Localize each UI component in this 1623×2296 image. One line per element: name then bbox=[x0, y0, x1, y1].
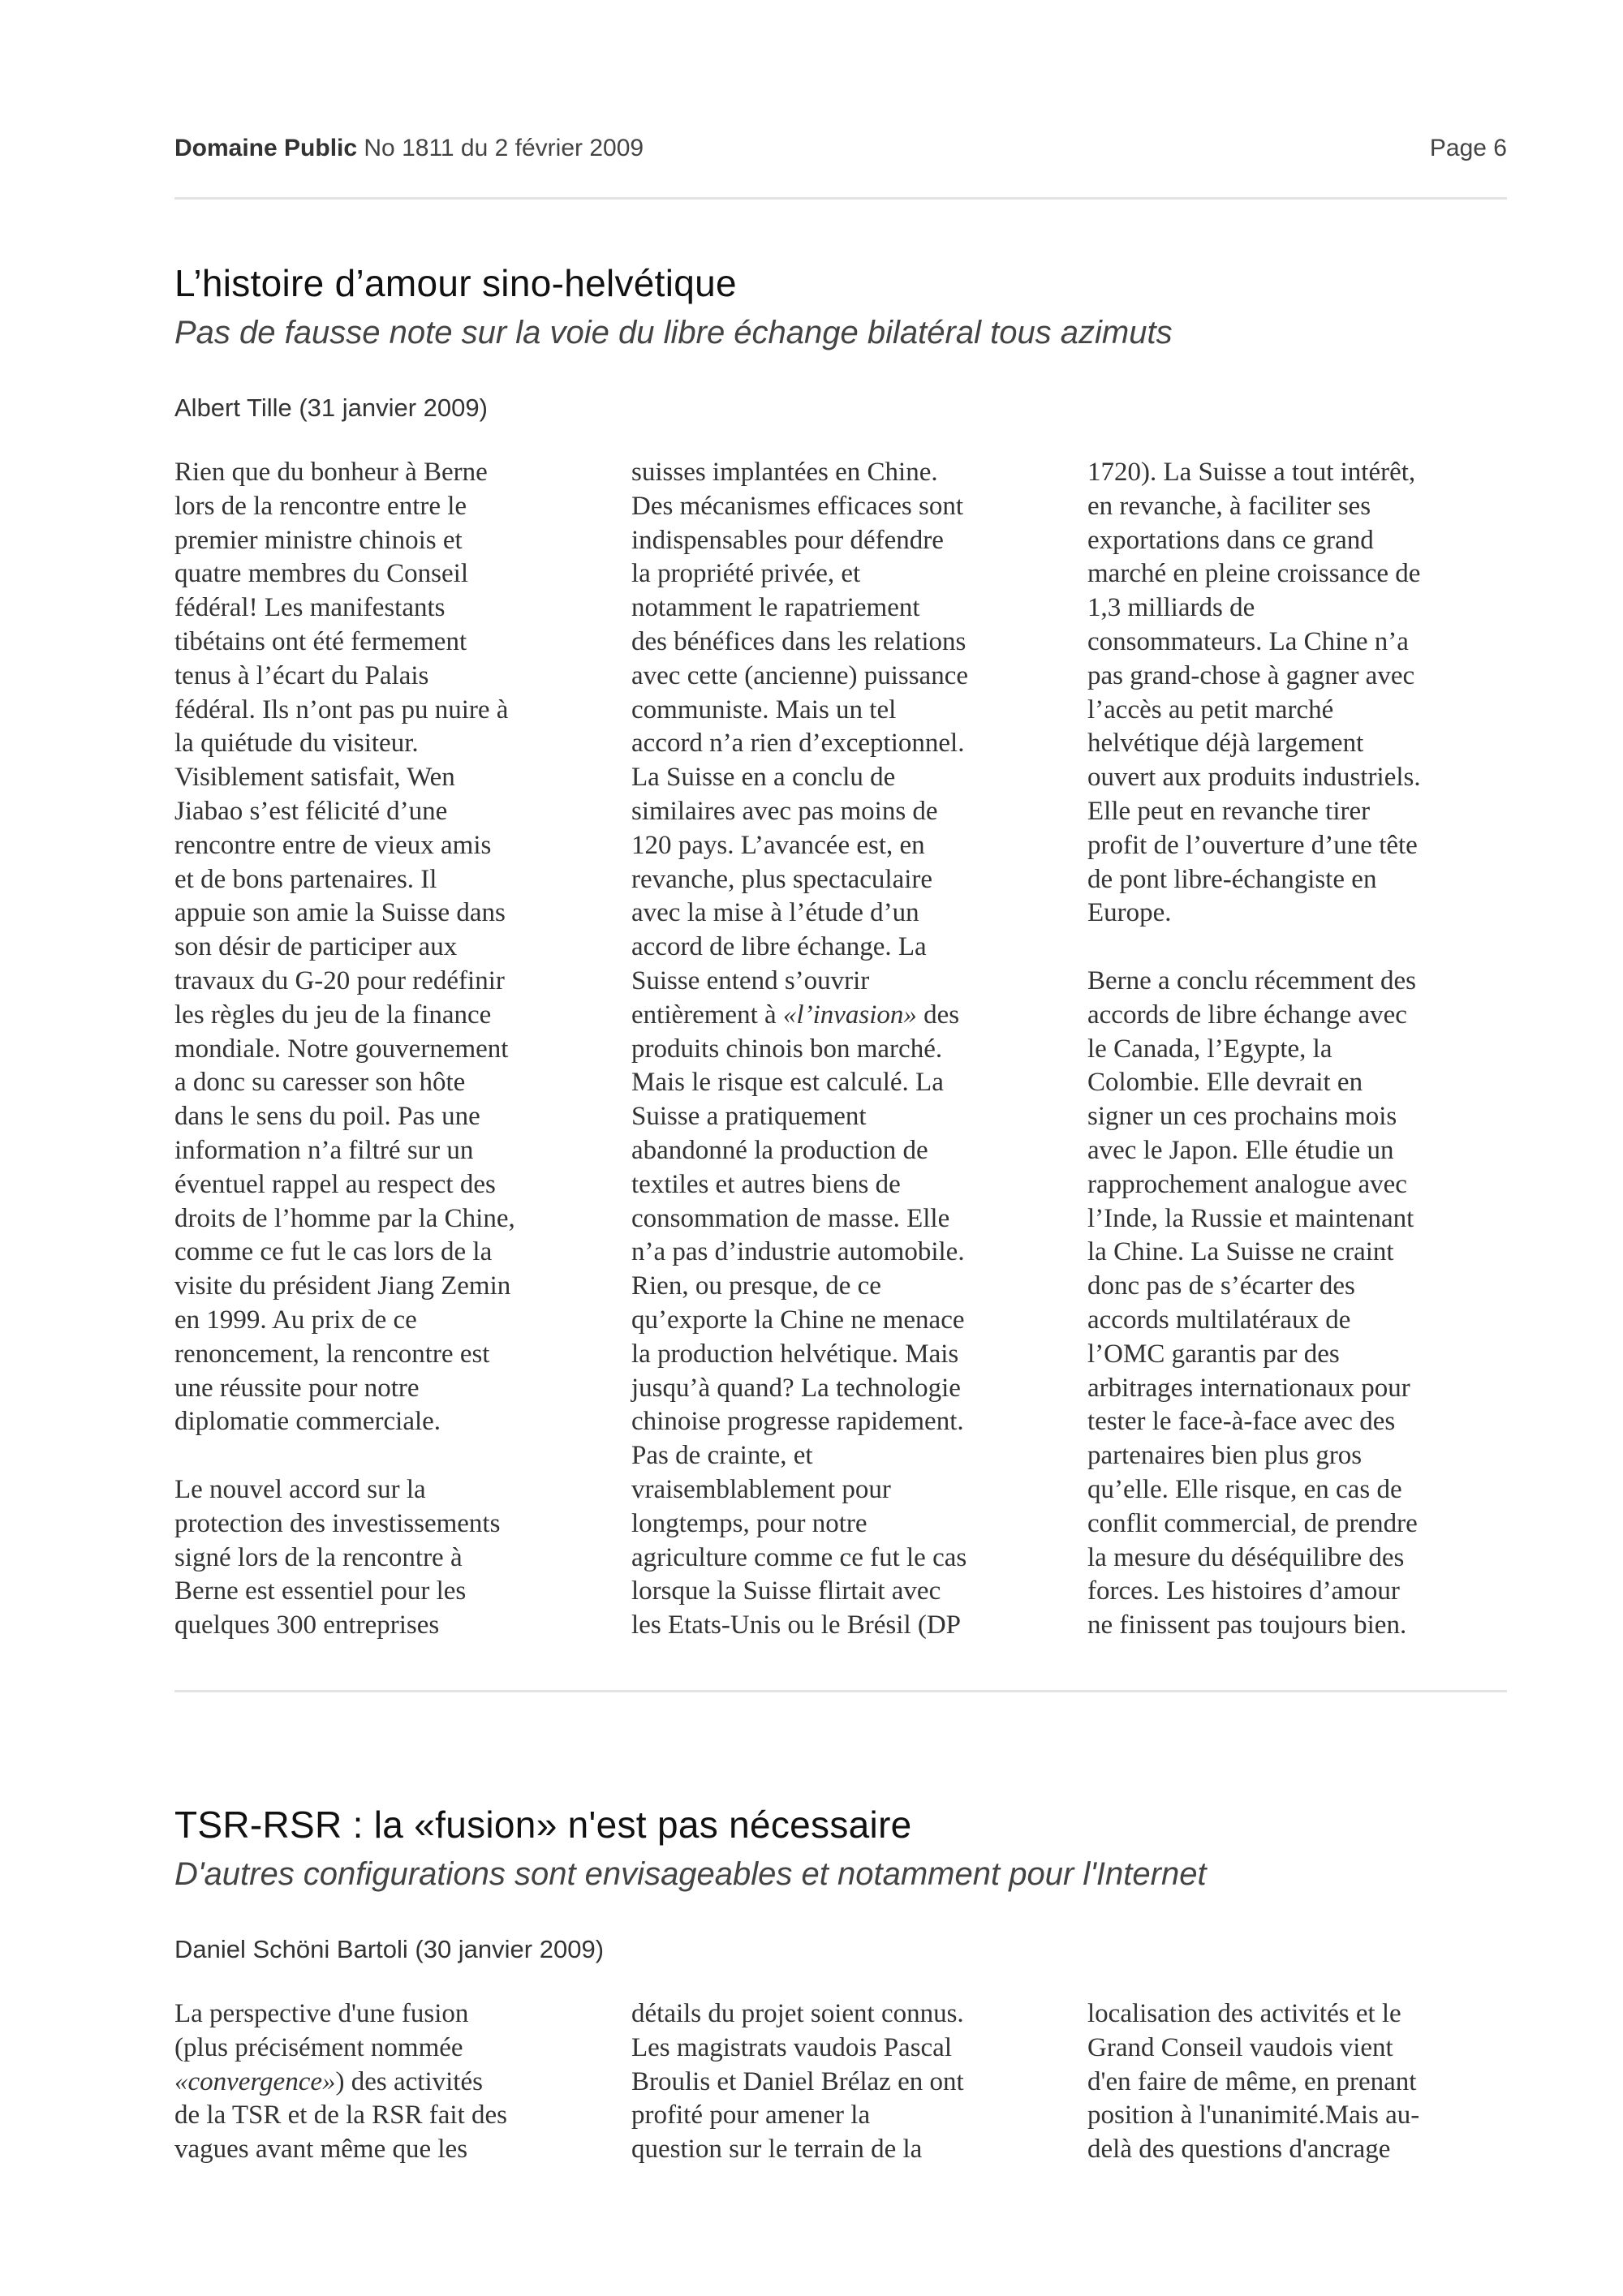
text-line: indispensables pour défendre bbox=[631, 525, 944, 555]
paragraph bbox=[631, 456, 1074, 999]
article-title: L’histoire d’amour sino-helvétique bbox=[174, 262, 737, 304]
text-line: comme ce fut le cas lors de la bbox=[174, 1237, 493, 1267]
article1-column-2 bbox=[631, 456, 1074, 1643]
article-byline: Albert Tille (31 janvier 2009) bbox=[174, 393, 488, 422]
text-line: abandonné la production de bbox=[631, 1135, 928, 1165]
text-line: l’OMC garantis par des bbox=[1087, 1339, 1340, 1369]
text-line: fédéral. Ils n’ont pas pu nuire à bbox=[174, 694, 509, 724]
text-line: fédéral! Les manifestants bbox=[174, 593, 446, 623]
text-line: ouvert aux produits industriels. bbox=[1087, 763, 1421, 793]
text-line: question sur le terrain de la bbox=[631, 2135, 923, 2165]
text-line: a donc su caresser son hôte bbox=[174, 1068, 466, 1098]
article2-column-1 bbox=[174, 1997, 617, 2167]
text-line: en 1999. Au prix de ce bbox=[174, 1305, 417, 1335]
text-line: suisses implantées en Chine. bbox=[631, 458, 938, 487]
text-line: localisation des activités et le bbox=[1087, 1999, 1401, 2028]
text-line: qu’elle. Elle risque, en cas de bbox=[1087, 1474, 1402, 1504]
text-line: avec la mise à l’étude d’un bbox=[631, 898, 919, 928]
text-line: Colombie. Elle devrait en bbox=[1087, 1068, 1363, 1098]
text-line: protection des investissements bbox=[174, 1508, 501, 1538]
text-line: delà des questions d'ancrage bbox=[1087, 2135, 1391, 2165]
text-line: Europe. bbox=[1087, 898, 1172, 928]
text-line: position à l'unanimité.Mais au- bbox=[1087, 2100, 1420, 2130]
text-line: Rien, ou presque, de ce bbox=[631, 1271, 881, 1301]
text-line: la quiétude du visiteur. bbox=[174, 729, 419, 759]
text-line bbox=[174, 2066, 617, 2100]
text-line: des bénéfices dans les relations bbox=[631, 626, 966, 656]
paragraph bbox=[174, 456, 617, 1439]
text-line: diplomatie commerciale. bbox=[174, 1407, 441, 1437]
text-line: de pont libre-échangiste en bbox=[1087, 864, 1377, 894]
article2-column-2 bbox=[631, 1997, 1074, 2167]
text-line: Berne a conclu récemment des bbox=[1087, 965, 1416, 995]
article1-column-1 bbox=[174, 456, 617, 1643]
text-line: 1,3 milliards de bbox=[1087, 593, 1255, 623]
paragraph bbox=[174, 1473, 617, 1643]
text-line: Berne est essentiel pour les bbox=[174, 1576, 467, 1606]
text-line: lorsque la Suisse flirtait avec bbox=[631, 1576, 941, 1606]
paragraph bbox=[1087, 456, 1530, 931]
text-line: notamment le rapatriement bbox=[631, 593, 920, 623]
text-line: marché en pleine croissance de bbox=[1087, 559, 1421, 589]
issue-info: No 1811 du 2 février 2009 bbox=[364, 135, 644, 161]
text-line: tester le face-à-face avec des bbox=[1087, 1407, 1396, 1437]
text-line: consommation de masse. Elle bbox=[631, 1203, 950, 1233]
text-fragment: des bbox=[916, 1000, 960, 1030]
text-line: droits de l’homme par la Chine, bbox=[174, 1203, 515, 1233]
running-header bbox=[174, 135, 1507, 167]
text-line: le Canada, l’Egypte, la bbox=[1087, 1034, 1332, 1064]
text-line: tibétains ont été fermement bbox=[174, 626, 467, 656]
text-line: Les magistrats vaudois Pascal bbox=[631, 2032, 953, 2062]
text-line: premier ministre chinois et bbox=[174, 525, 463, 555]
paragraph bbox=[631, 1033, 1074, 1643]
text-line: partenaires bien plus gros bbox=[1087, 1441, 1363, 1471]
text-line: la Chine. La Suisse ne craint bbox=[1087, 1237, 1394, 1267]
text-line: 1720). La Suisse a tout intérêt, bbox=[1087, 458, 1416, 487]
text-line: conflit commercial, de prendre bbox=[1087, 1508, 1418, 1538]
text-line: les Etats-Unis ou le Brésil (DP bbox=[631, 1610, 962, 1640]
text-line: Visiblement satisfait, Wen bbox=[174, 763, 455, 793]
text-line: accords multilatéraux de bbox=[1087, 1305, 1351, 1335]
text-line: visite du président Jiang Zemin bbox=[174, 1271, 511, 1301]
text-line: détails du projet soient connus. bbox=[631, 1999, 964, 2028]
text-line: agriculture comme ce fut le cas bbox=[631, 1542, 967, 1572]
text-line: rencontre entre de vieux amis bbox=[174, 830, 492, 860]
text-line: son désir de participer aux bbox=[174, 932, 458, 962]
text-line: dans le sens du poil. Pas une bbox=[174, 1102, 480, 1132]
text-line: Rien que du bonheur à Berne bbox=[174, 458, 488, 487]
article-title: TSR-RSR : la «fusion» n'est pas nécessaire bbox=[174, 1804, 912, 1846]
text-line: longtemps, pour notre bbox=[631, 1508, 867, 1538]
text-line: Suisse entend s’ouvrir bbox=[631, 965, 870, 995]
text-line: signer un ces prochains mois bbox=[1087, 1102, 1397, 1132]
text-line: mondiale. Notre gouvernement bbox=[174, 1034, 509, 1064]
text-line: La perspective d'une fusion bbox=[174, 1999, 469, 2028]
paragraph bbox=[1087, 965, 1530, 1643]
text-line: textiles et autres biens de bbox=[631, 1169, 901, 1199]
text-line: La Suisse en a conclu de bbox=[631, 763, 896, 793]
text-line: et de bons partenaires. Il bbox=[174, 864, 437, 894]
text-line: la propriété privée, et bbox=[631, 559, 861, 589]
text-line: éventuel rappel au respect des bbox=[174, 1169, 496, 1199]
text-line: quatre membres du Conseil bbox=[174, 559, 469, 589]
text-line: 120 pays. L’avancée est, en bbox=[631, 830, 925, 860]
text-line: la mesure du déséquilibre des bbox=[1087, 1542, 1405, 1572]
article-byline: Daniel Schöni Bartoli (30 janvier 2009) bbox=[174, 1935, 605, 1963]
article-subtitle: Pas de fausse note sur la voie du libre échange bilatéral tous azimuts bbox=[174, 315, 1173, 350]
text-line: lors de la rencontre entre le bbox=[174, 491, 467, 521]
text-line: vagues avant même que les bbox=[174, 2135, 468, 2165]
text-line: accord n’a rien d’exceptionnel. bbox=[631, 729, 965, 759]
text-line: chinoise progresse rapidement. bbox=[631, 1407, 964, 1437]
text-line: Jiabao s’est félicité d’une bbox=[174, 796, 448, 826]
text-line: renoncement, la rencontre est bbox=[174, 1339, 490, 1369]
text-fragment: ) des activités bbox=[335, 2066, 483, 2096]
text-line: une réussite pour notre bbox=[174, 1373, 420, 1403]
paragraph bbox=[631, 1997, 1074, 2167]
text-line: Mais le risque est calculé. La bbox=[631, 1068, 944, 1098]
text-line: profit de l’ouverture d’une tête bbox=[1087, 830, 1418, 860]
emphasis-text: «l’invasion» bbox=[782, 1000, 917, 1030]
page-number: Page 6 bbox=[1429, 135, 1507, 161]
text-line: Elle peut en revanche tirer bbox=[1087, 796, 1371, 826]
header-divider bbox=[174, 197, 1507, 200]
text-line: les règles du jeu de la finance bbox=[174, 1000, 492, 1030]
text-line: jusqu’à quand? La technologie bbox=[631, 1373, 961, 1403]
paragraph bbox=[1087, 1997, 1530, 2167]
text-fragment: entièrement à bbox=[631, 1000, 783, 1030]
text-line: information n’a filtré sur un bbox=[174, 1135, 474, 1165]
text-line: n’a pas d’industrie automobile. bbox=[631, 1237, 965, 1267]
text-line: qu’exporte la Chine ne menace bbox=[631, 1305, 965, 1335]
text-line: d'en faire de même, en prenant bbox=[1087, 2066, 1417, 2096]
article-divider bbox=[174, 1690, 1507, 1692]
text-line: Des mécanismes efficaces sont bbox=[631, 491, 963, 521]
article2-column-3 bbox=[1087, 1997, 1530, 2167]
text-line: en revanche, à faciliter ses bbox=[1087, 491, 1371, 521]
text-line: forces. Les histoires d’amour bbox=[1087, 1576, 1400, 1606]
text-line: signé lors de la rencontre à bbox=[174, 1542, 463, 1572]
text-line: donc pas de s’écarter des bbox=[1087, 1271, 1355, 1301]
text-line: avec le Japon. Elle étudie un bbox=[1087, 1135, 1394, 1165]
text-line: rapprochement analogue avec bbox=[1087, 1169, 1407, 1199]
text-line: Broulis et Daniel Brélaz en ont bbox=[631, 2066, 964, 2096]
text-line: produits chinois bon marché. bbox=[631, 1034, 943, 1064]
text-line: (plus précisément nommée bbox=[174, 2032, 463, 2062]
text-line: Grand Conseil vaudois vient bbox=[1087, 2032, 1393, 2062]
text-line: revanche, plus spectaculaire bbox=[631, 864, 933, 894]
text-line: de la TSR et de la RSR fait des bbox=[174, 2100, 508, 2130]
text-line: avec cette (ancienne) puissance bbox=[631, 660, 968, 690]
text-line: tenus à l’écart du Palais bbox=[174, 660, 429, 690]
text-line: communiste. Mais un tel bbox=[631, 694, 897, 724]
text-line: consommateurs. La Chine n’a bbox=[1087, 626, 1409, 656]
text-line bbox=[631, 999, 1074, 1033]
emphasis-text: «convergence» bbox=[174, 2066, 336, 2096]
text-line: ne finissent pas toujours bien. bbox=[1087, 1610, 1407, 1640]
text-line: quelques 300 entreprises bbox=[174, 1610, 440, 1640]
text-line: arbitrages internationaux pour bbox=[1087, 1373, 1410, 1403]
text-line: vraisemblablement pour bbox=[631, 1474, 891, 1504]
text-line: la production helvétique. Mais bbox=[631, 1339, 959, 1369]
text-line: appuie son amie la Suisse dans bbox=[174, 898, 506, 928]
text-line: accord de libre échange. La bbox=[631, 932, 927, 962]
publication-name: Domaine Public bbox=[174, 135, 358, 161]
article1-column-3 bbox=[1087, 456, 1530, 1643]
text-line: accords de libre échange avec bbox=[1087, 1000, 1407, 1030]
text-line: helvétique déjà largement bbox=[1087, 729, 1364, 759]
text-line: Le nouvel accord sur la bbox=[174, 1474, 426, 1504]
text-line: profité pour amener la bbox=[631, 2100, 871, 2130]
text-line: exportations dans ce grand bbox=[1087, 525, 1374, 555]
text-line: l’Inde, la Russie et maintenant bbox=[1087, 1203, 1414, 1233]
text-line: Pas de crainte, et bbox=[631, 1441, 813, 1471]
text-line: l’accès au petit marché bbox=[1087, 694, 1334, 724]
text-line: Suisse a pratiquement bbox=[631, 1102, 867, 1132]
article-subtitle: D'autres configurations sont envisageables et notamment pour l'Internet bbox=[174, 1856, 1207, 1892]
text-line: pas grand-chose à gagner avec bbox=[1087, 660, 1415, 690]
text-line: travaux du G-20 pour redéfinir bbox=[174, 965, 505, 995]
text-line: similaires avec pas moins de bbox=[631, 796, 938, 826]
